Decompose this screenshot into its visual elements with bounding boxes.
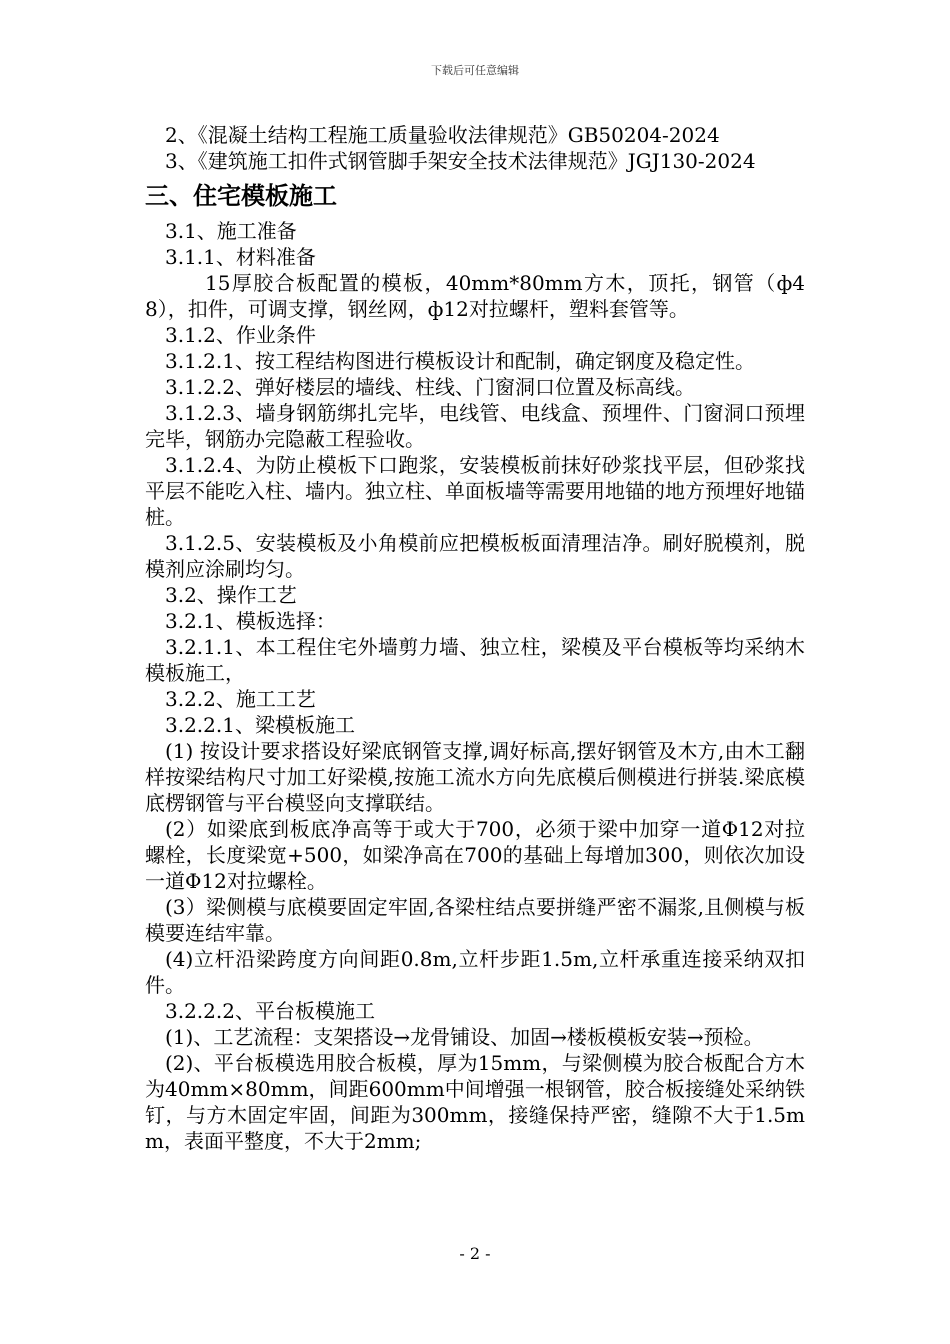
paragraph: (3）梁侧模与底模要固定牢固,各梁柱结点要拼缝严密不漏浆,且侧模与板模要连结牢靠。 (145, 895, 805, 945)
paragraph: 3.1.2.5、安装模板及小角模前应把模板板面清理洁净。刷好脱模剂，脱模剂应涂刷均匀。 (145, 531, 805, 581)
paragraph: (1)、工艺流程：支架搭设→龙骨铺设、加固→楼板模板安装→预检。 (165, 1025, 764, 1049)
paragraph: 3.2.1、模板选择： (165, 609, 336, 633)
paragraph: 3.1.2.4、为防止模板下口跑浆，安装模板前抹好砂浆找平层，但砂浆找平层不能吃入柱、墙内。独立柱、单面板墙等需要用地锚的地方预埋好地锚桩。 (145, 453, 805, 529)
paragraph: 3.2.2.2、平台板模施工 (165, 999, 375, 1023)
paragraph: 3.2.1.1、本工程住宅外墙剪力墙、独立柱，梁模及平台模板等均采纳木模板施工， (145, 635, 805, 685)
paragraph: (2）如梁底到板底净高等于或大于700，必须于梁中加穿一道Φ12对拉螺栓，长度梁宽+500，如梁净高在700的基础上每增加300，则依次加设一道Φ12对拉螺栓。 (145, 817, 805, 893)
paragraph: 3.2.2、施工工艺 (165, 687, 316, 711)
reference-3: 3、《建筑施工扣件式钢管脚手架安全技术法律规范》JGJ130-2024 (165, 149, 756, 173)
header-note: 下载后可任意编辑 (431, 64, 519, 77)
paragraph: 3.2、操作工艺 (165, 583, 297, 607)
paragraph: 3.1.2.1、按工程结构图进行模板设计和配制，确定钢度及稳定性。 (165, 349, 755, 373)
paragraph: (4)立杆沿梁跨度方向间距0.8m,立杆步距1.5m,立杆承重连接采纳双扣件。 (145, 947, 805, 997)
paragraph: (1) 按设计要求搭设好梁底钢管支撑,调好标高,摆好钢管及木方,由木工翻样按梁结构尺寸加工好梁模,按施工流水方向先底模后侧模进行拼装.梁底模底楞钢管与平台模竖向支撑联结。 (145, 739, 805, 815)
document-body (145, 122, 805, 1154)
paragraph: 3.1.2.2、弹好楼层的墙线、柱线、门窗洞口位置及标高线。 (165, 375, 695, 399)
section-title: 三、住宅模板施工 (145, 182, 337, 210)
paragraph: (2)、平台板模选用胶合板模，厚为15mm，与梁侧模为胶合板配合方木为40mm×80mm，间距600mm中间增强一根钢管，胶合板接缝处采纳铁钉，与方木固定牢固，间距为300mm，接缝保持严密，缝隙不大于1.5mm，表面平整度，不大于2mm; (145, 1051, 805, 1153)
paragraph: 3.1.2、作业条件 (165, 323, 316, 347)
paragraph: 15厚胶合板配置的模板，40mm*80mm方木，顶托，钢管（ф48），扣件，可调支撑，钢丝网，ф12对拉螺杆，塑料套管等。 (145, 271, 805, 321)
paragraph: 3.1.2.3、墙身钢筋绑扎完毕，电线管、电线盒、预埋件、门窗洞口预埋完毕，钢筋办完隐蔽工程验收。 (145, 401, 805, 451)
reference-2: 2、《混凝土结构工程施工质量验收法律规范》GB50204-2024 (165, 123, 720, 147)
page-number: - 2 - (459, 1244, 491, 1263)
paragraph: 3.1、施工准备 (165, 219, 297, 243)
paragraph: 3.1.1、材料准备 (165, 245, 316, 269)
paragraph: 3.2.2.1、梁模板施工 (165, 713, 355, 737)
